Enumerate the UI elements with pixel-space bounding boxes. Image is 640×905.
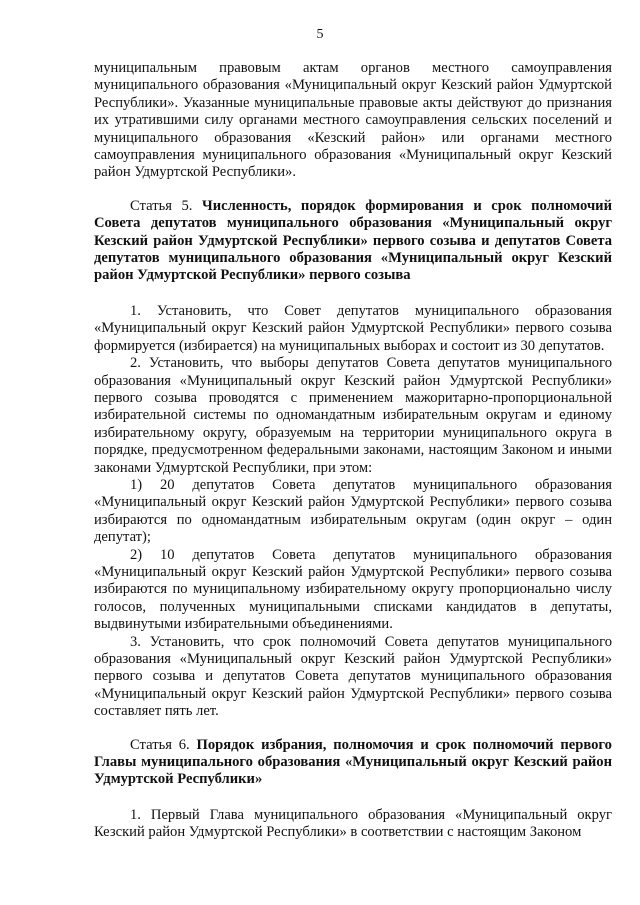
article-5-paragraph-1: 1. Установить, что Совет депутатов муниципального образования «Муниципальный округ Кезский район Удмуртской Республики» первого созыва формируется (избирается) на муниципальных выборах и состоит из 30 депутатов. bbox=[94, 302, 612, 354]
intro-paragraph: муниципальным правовым актам органов местного самоуправления муниципального образования «Муниципальный округ Кезский район Удмуртской Республики». Указанные муниципальные правовые акты действуют до признания их утратившими силу органами местного самоуправления сельских поселений и муниципального образования «Кезский район» или органами местного самоуправления муниципального образования «Муниципальный округ Кезский район Удмуртской Республики». bbox=[94, 60, 612, 181]
article-6-heading bbox=[94, 737, 612, 789]
article-5-item-1: 1) 20 депутатов Совета депутатов муниципального образования «Муниципальный округ Кезский район Удмуртской Республики» первого созыва избираются по одномандатным избирательным округам (один округ – один депутат); bbox=[94, 476, 612, 546]
article-5-item-2: 2) 10 депутатов Совета депутатов муниципального образования «Муниципальный округ Кезский район Удмуртской Республики» первого созыва избираются по муниципальному избирательному округу пропорционально числу голосов, полученных муниципальными списками кандидатов в депутаты, выдвинутыми избирательными объединениями. bbox=[94, 546, 612, 633]
article-5-paragraph-3: 3. Установить, что срок полномочий Совета депутатов муниципального образования «Муниципальный округ Кезский район Удмуртской Республики» первого созыва и депутатов Совета депутатов муниципального образования «Муниципальный округ Кезский район Удмуртской Республики» первого созыва составляет пять лет. bbox=[94, 633, 612, 720]
article-5-heading bbox=[94, 198, 612, 285]
article-6-paragraph-1: 1. Первый Глава муниципального образования «Муниципальный округ Кезский район Удмуртской Республики» в соответствии с настоящим Законом bbox=[94, 806, 612, 841]
article-6-title: Порядок избрания, полномочия и срок полномочий первого Главы муниципального образования «Муниципальный округ Кезский район Удмуртской Республики» bbox=[94, 736, 612, 788]
document-body bbox=[94, 60, 612, 842]
article-6-label: Статья 6. bbox=[130, 736, 190, 753]
article-5-paragraph-2: 2. Установить, что выборы депутатов Совета депутатов муниципального образования «Муниципальный округ Кезский район Удмуртской Республики» первого созыва проводятся с применением мажоритарно-пропорциональной избирательной системы по одномандатным избирательным округам и единому избирательному округу, образуемым на территории муниципального округа в порядке, предусмотренном федеральными законами, настоящим Законом и иными законами Удмуртской Республики, при этом: bbox=[94, 355, 612, 476]
page-number: 5 bbox=[316, 27, 324, 42]
article-5-label: Статья 5. bbox=[130, 197, 193, 214]
article-5-title: Численность, порядок формирования и срок полномочий Совета депутатов муниципального образования «Муниципальный округ Кезский район Удмуртской Республики» первого созыва и депутатов Совета депутатов муниципального образования «Муниципальный округ Кезский район Удмуртской Республики» первого созыва bbox=[94, 197, 612, 284]
